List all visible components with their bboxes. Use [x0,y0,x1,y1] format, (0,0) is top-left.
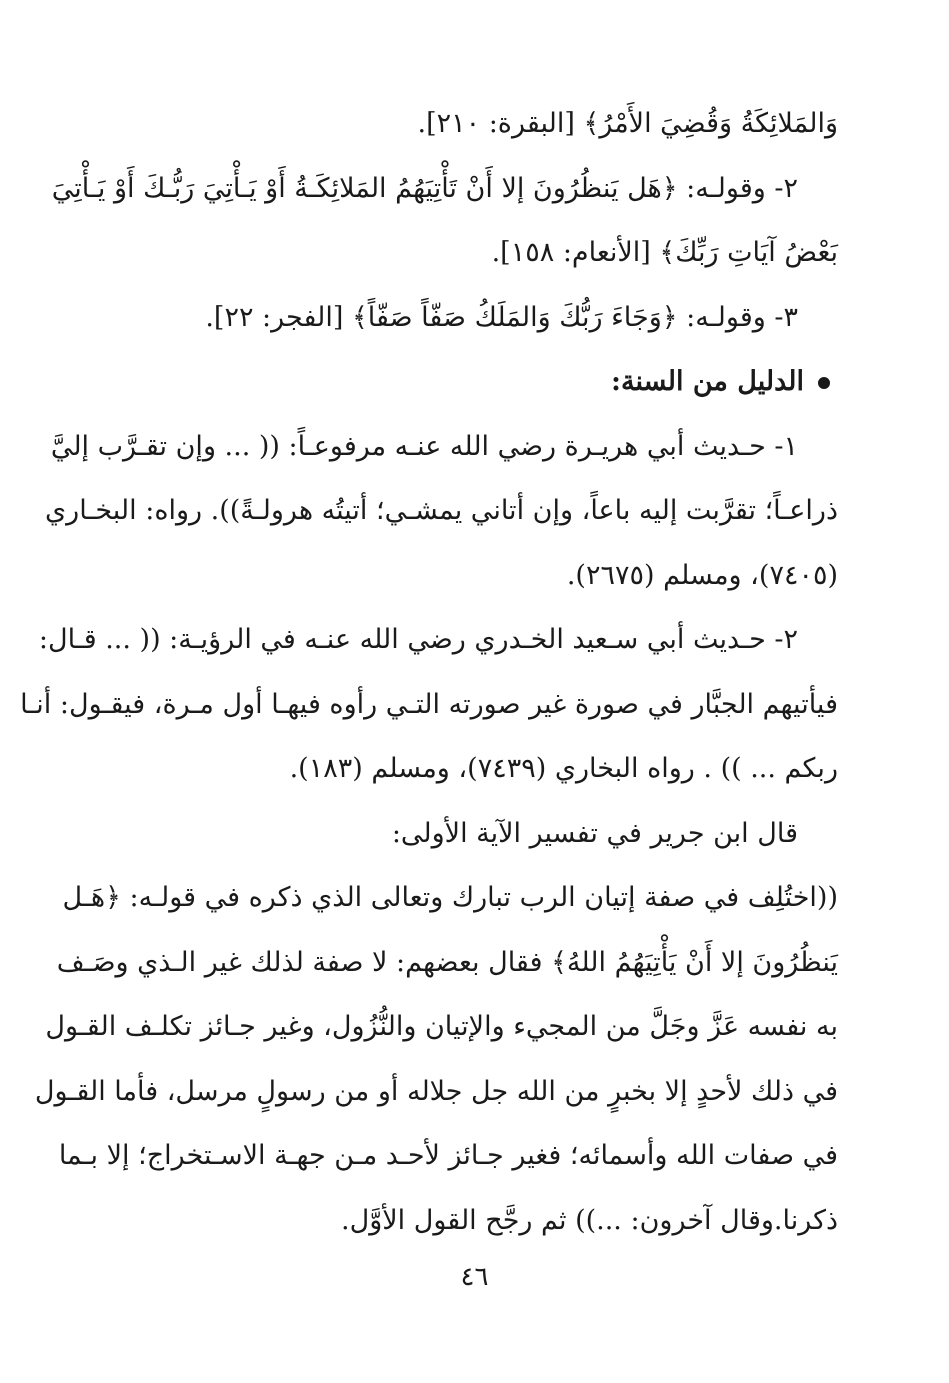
text-line-13: ((اختُلِف في صفة إتيان الرب تبارك وتعالى الذي ذكره في قولـه: ﴿هَـل [62,882,838,913]
text-line-8: (٧٤٠٥)، ومسلم (٢٦٧٥). [566,559,838,591]
text-line-14: يَنظُرُونَ إلا أَنْ يَأْتِيَهُمُ اللهُ﴾ فقال بعضهم: لا صفة لذلك غير الـذي وصَـف [56,946,838,978]
text-line-18: ذكرنا.وقال آخرون: ...)) ثم رجَّح القول الأوَّل. [341,1204,838,1236]
text-line-16: في ذلك لأحدٍ إلا بخبرٍ من الله جل جلاله أو من رسولٍ مرسل، فأما القـول [34,1075,838,1107]
text-line-4: ٣- وقولـه: ﴿وَجَاءَ رَبُّكَ وَالمَلَكُ صَفّاً صَفّاً﴾ [الفجر: ٢٢]. [205,301,798,333]
text-line-3: بَعْضُ آيَاتِ رَبِّكَ﴾ [الأنعام: ١٥٨]. [491,237,838,268]
text-line-6: ١- حـديث أبي هريـرة رضي الله عنـه مرفوعـاً: (( ... وإن تقـرَّب إليَّ [50,430,798,462]
text-line-17: في صفات الله وأسمائه؛ فغير جـائز لأحـد مـن جهـة الاسـتخراج؛ إلا بـما [58,1140,838,1171]
text-line-11: ربكم ... )) . رواه البخاري (٧٤٣٩)، ومسلم (١٨٣). [289,753,838,784]
text-line-7: ذراعـاً؛ تقرَّبت إليه باعاً، وإن أتاني يمشـي؛ أتيتُه هرولـةً)). رواه: البخـاري [45,495,838,526]
text-line-1: وَالمَلائِكَةُ وَقُضِيَ الأَمْرُ﴾ [البقرة: ٢١٠]. [417,108,838,139]
section-heading-sunnah [118,350,838,415]
text-line-12: قال ابن جرير في تفسير الآية الأولى: [391,817,798,849]
text-line-9: ٢- حـديث أبي سـعيد الخـدري رضي الله عنـه في الرؤيـة: (( ... قـال: [38,624,798,655]
text-line-2: ٢- وقولـه: ﴿هَل يَنظُرُونَ إلا أَنْ تَأْتِيَهُمُ المَلائِكَـةُ أَوْ يَـأْتِيَ رَبُّـكَ أَوْ يَـأْتِيَ [51,172,798,204]
bullet-icon [818,377,830,389]
page-body [20,92,838,1253]
page-number: ٤٦ [460,1262,489,1292]
text-line-15: به نفسه عَزَّ وجَلَّ من المجيء والإتيان والنُّزُول، وغير جـائز تكلـف القـول [45,1011,838,1042]
section-heading-label: الدليل من السنة: [611,366,804,397]
text-line-10: فيأتيهم الجبَّار في صورة غير صورته التـي رأوه فيهـا أول مـرة، فيقـول: أنـا [20,688,838,720]
